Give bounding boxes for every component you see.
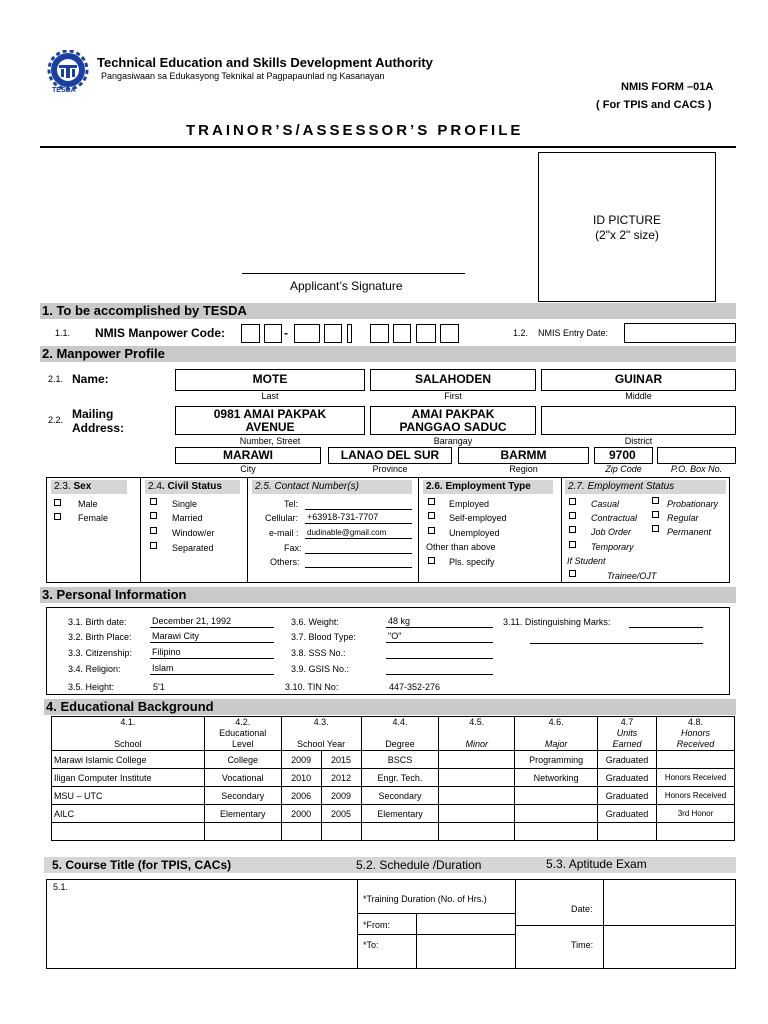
code-box-8[interactable] (416, 324, 436, 343)
district-field[interactable] (541, 406, 736, 435)
birthplace-field[interactable]: Marawi City (150, 631, 274, 643)
citizenship-field[interactable]: Filipino (150, 647, 274, 659)
pobox-field[interactable] (657, 447, 736, 464)
header-school: 4.1. School (52, 717, 205, 751)
email-label: e-mail : (269, 528, 299, 538)
self-employed-checkbox[interactable] (428, 512, 435, 519)
education-cell-degree[interactable]: BSCS (361, 751, 439, 769)
education-cell-level[interactable]: College (204, 751, 281, 769)
course-num: 5.1. (53, 882, 69, 892)
header-level: 4.2. Educational Level (204, 717, 281, 751)
birthdate-field[interactable]: December 21, 1992 (150, 616, 274, 628)
separated-label: Separated (172, 543, 214, 553)
code-box-7[interactable] (393, 324, 411, 343)
form-number: NMIS FORM –01A (621, 81, 714, 93)
education-cell-minor[interactable] (439, 823, 515, 841)
to-label: *To: (363, 940, 379, 950)
city-caption: City (240, 464, 256, 474)
gsis-label: 3.9. GSIS No.: (291, 664, 350, 674)
education-cell-units[interactable]: Graduated (598, 751, 657, 769)
permanent-label: Permanent (667, 527, 712, 537)
education-cell-school[interactable]: AILC (52, 805, 205, 823)
education-cell-y1[interactable]: 2009 (281, 751, 321, 769)
religion-label: 3.4. Religion: (68, 664, 121, 674)
to-field[interactable] (418, 935, 514, 968)
education-cell-y1[interactable]: 2010 (281, 769, 321, 787)
education-row (52, 805, 735, 823)
header-major: 4.6. Major (515, 717, 598, 751)
education-cell-school[interactable]: Iligan Computer Institute (52, 769, 205, 787)
specify-checkbox[interactable] (428, 557, 435, 564)
citizenship-label: 3.3. Citizenship: (68, 648, 133, 658)
mailing-label-1: Mailing (72, 407, 114, 421)
education-cell-school[interactable]: MSU – UTC (52, 787, 205, 805)
code-box-9[interactable] (440, 324, 459, 343)
education-cell-degree[interactable]: Secondary (361, 787, 439, 805)
weight-field[interactable]: 48 kg (386, 616, 493, 628)
region-caption: Region (509, 464, 538, 474)
casual-checkbox[interactable] (569, 498, 576, 505)
education-cell-major[interactable] (515, 823, 598, 841)
from-field[interactable] (418, 914, 514, 933)
contractual-checkbox[interactable] (569, 512, 576, 519)
education-cell-degree[interactable]: Engr. Tech. (361, 769, 439, 787)
gsis-field[interactable] (386, 663, 493, 675)
name-label: Name: (72, 372, 109, 386)
height-label: 3.5. Height: (68, 682, 115, 692)
civil-status-title (145, 480, 240, 494)
divider-civil (247, 477, 248, 583)
separated-checkbox[interactable] (150, 542, 157, 549)
course-title-label: 5. Course Title (for TPIS, CACs) (52, 858, 232, 872)
barangay-line-2: PANGGAO SADUC (399, 420, 507, 434)
temporary-label: Temporary (591, 542, 634, 552)
marks-field[interactable] (629, 616, 703, 628)
regular-label: Regular (667, 513, 699, 523)
pobox-caption: P.O. Box No. (670, 464, 723, 474)
tel-field[interactable] (305, 498, 412, 510)
tesda-logo-text: TESDA (52, 87, 76, 94)
education-cell-honors[interactable]: 3rd Honor (657, 805, 735, 823)
code-box-1[interactable] (241, 324, 260, 343)
education-table (51, 716, 735, 841)
if-student-label: If Student (567, 556, 606, 566)
street-caption: Number, Street (239, 436, 301, 446)
education-row (52, 751, 735, 769)
education-cell-y2[interactable] (321, 823, 361, 841)
civil-num: 2.4 (148, 481, 162, 492)
education-cell-minor[interactable] (439, 787, 515, 805)
education-cell-major[interactable]: Programming (515, 751, 598, 769)
blood-label: 3.7. Blood Type: (291, 632, 356, 642)
education-cell-major[interactable] (515, 787, 598, 805)
code-box-3[interactable] (294, 324, 320, 343)
field-num-1-1: 1.1. (55, 328, 71, 338)
date-field[interactable] (605, 880, 735, 924)
sex-title (51, 480, 127, 494)
field-num-2-1: 2.1. (48, 374, 64, 384)
education-cell-units[interactable] (598, 823, 657, 841)
education-cell-y2[interactable]: 2009 (321, 787, 361, 805)
education-cell-y1[interactable]: 2006 (281, 787, 321, 805)
education-cell-y1[interactable] (281, 823, 321, 841)
education-cell-major[interactable] (515, 805, 598, 823)
barangay-caption: Barangay (433, 436, 473, 446)
entry-date-label: NMIS Entry Date: (538, 328, 609, 338)
form-title: TRAINOR’S/ASSESSOR’S PROFILE (186, 122, 524, 139)
tel-label: Tel: (284, 499, 299, 509)
last-name-field[interactable]: MOTE (175, 369, 365, 391)
education-cell-degree[interactable] (361, 823, 439, 841)
street-line-2: AVENUE (245, 420, 295, 434)
schedule-inner-divider (416, 913, 417, 969)
code-box-2[interactable] (264, 324, 282, 343)
region-field[interactable]: BARMM (458, 447, 589, 464)
marks-label: 3.11. Distinguishing Marks: (503, 617, 611, 627)
mailing-label-2: Address: (72, 421, 125, 435)
header-units: 4.7 Units Earned (598, 717, 657, 751)
email-field[interactable]: dudinable@gmail.com (305, 527, 412, 539)
code-dash: - (284, 326, 288, 340)
code-box-4[interactable] (324, 324, 342, 343)
education-cell-level[interactable]: Secondary (204, 787, 281, 805)
education-cell-minor[interactable] (439, 751, 515, 769)
divider-employment (561, 477, 562, 583)
aptitude-divider (515, 879, 516, 969)
id-picture-box[interactable] (538, 152, 716, 302)
married-label: Married (172, 513, 203, 523)
education-cell-y1[interactable]: 2000 (281, 805, 321, 823)
trainee-checkbox[interactable] (569, 570, 576, 577)
probationary-checkbox[interactable] (652, 497, 659, 504)
education-row (52, 787, 735, 805)
header-honors: 4.8. Honors Received (657, 717, 735, 751)
aptitude-inner-divider (603, 879, 604, 969)
code-box-6[interactable] (370, 324, 389, 343)
others-field[interactable] (305, 556, 412, 568)
header-minor: 4.5. Minor (439, 717, 515, 751)
time-label: Time: (571, 940, 594, 950)
signature-label: Applicant’s Signature (290, 279, 403, 293)
temporary-checkbox[interactable] (569, 541, 576, 548)
unemployed-label: Unemployed (449, 528, 500, 538)
sex-num: 2.3. (54, 481, 71, 492)
sex-label: Sex (73, 481, 92, 492)
contact-title: 2.5. Contact Number(s) (252, 480, 412, 494)
tesda-logo (46, 50, 90, 96)
education-cell-honors[interactable] (657, 823, 735, 841)
specify-label: Pls. specify (449, 557, 495, 567)
barangay-line-1: AMAI PAKPAK (411, 407, 495, 421)
sss-field[interactable] (386, 647, 493, 659)
education-cell-degree[interactable]: Elementary (361, 805, 439, 823)
education-cell-units[interactable]: Graduated (598, 805, 657, 823)
education-cell-level[interactable]: Vocational (204, 769, 281, 787)
education-cell-minor[interactable] (439, 805, 515, 823)
education-cell-honors[interactable] (657, 751, 735, 769)
street-line-1: 0981 AMAI PAKPAK (213, 407, 327, 421)
street-field[interactable] (175, 406, 365, 435)
first-caption: First (444, 391, 462, 401)
self-employed-label: Self-employed (449, 513, 507, 523)
married-checkbox[interactable] (150, 512, 157, 519)
education-cell-honors[interactable]: Honors Received (657, 769, 735, 787)
education-cell-y2[interactable]: 2005 (321, 805, 361, 823)
education-cell-minor[interactable] (439, 769, 515, 787)
male-checkbox[interactable] (54, 499, 61, 506)
female-label: Female (78, 513, 109, 523)
middle-caption: Middle (625, 391, 652, 401)
widow-checkbox[interactable] (150, 527, 157, 534)
education-cell-level[interactable] (204, 823, 281, 841)
middle-name-field[interactable]: GUINAR (541, 369, 736, 391)
tin-label: 3.10. TIN No: (285, 682, 339, 692)
education-cell-school[interactable] (52, 823, 205, 841)
permanent-checkbox[interactable] (652, 525, 659, 532)
header-degree: 4.4. Degree (361, 717, 439, 751)
widow-label: Window/er (172, 528, 215, 538)
barangay-field[interactable] (370, 406, 536, 435)
divider-contact (418, 477, 419, 583)
female-checkbox[interactable] (54, 513, 61, 520)
province-field[interactable]: LANAO DEL SUR (328, 447, 452, 464)
code-box-5[interactable] (347, 324, 352, 343)
single-label: Single (172, 499, 198, 509)
employment-type-title: 2.6. Employment Type (423, 480, 553, 494)
education-header-row (52, 717, 735, 751)
religion-field[interactable]: Islam (150, 663, 274, 675)
contractual-label: Contractual (591, 513, 638, 523)
time-field[interactable] (605, 926, 735, 968)
casual-label: Casual (591, 499, 620, 509)
id-picture-label: ID PICTURE (592, 213, 661, 227)
form-for: ( For TPIS and CACS ) (596, 99, 712, 111)
weight-label: 3.6. Weight: (291, 617, 339, 627)
entry-date-field[interactable] (624, 323, 736, 343)
section-2-header: 2. Manpower Profile (40, 346, 736, 362)
cellular-field[interactable]: +63918-731-7707 (305, 512, 412, 524)
single-checkbox[interactable] (150, 498, 157, 505)
signature-line[interactable] (242, 273, 465, 274)
from-label: *From: (363, 920, 390, 930)
id-picture-size: (2"x 2" size) (595, 228, 659, 242)
agency-subtitle: Pangasiwaan sa Edukasyong Teknikal at Pagpapaunlad ng Kasanayan (101, 71, 385, 81)
blood-field[interactable]: "O" (386, 631, 493, 643)
section-1-header: 1. To be accomplished by TESDA (40, 303, 736, 319)
job-order-label: Job Order (591, 527, 632, 537)
job-order-checkbox[interactable] (569, 526, 576, 533)
education-cell-units[interactable]: Graduated (598, 769, 657, 787)
birthplace-label: 3.2. Birth Place: (68, 632, 132, 642)
city-field[interactable]: MARAWI (175, 447, 321, 464)
employment-status-title: 2.7. Employment Status (565, 480, 726, 494)
fax-label: Fax: (284, 543, 302, 553)
education-cell-y2[interactable]: 2012 (321, 769, 361, 787)
other-than-above-label: Other than above (426, 542, 496, 552)
education-cell-major[interactable]: Networking (515, 769, 598, 787)
zip-field[interactable]: 9700 (594, 447, 653, 464)
regular-checkbox[interactable] (652, 511, 659, 518)
education-cell-honors[interactable]: Honors Received (657, 787, 735, 805)
province-caption: Province (372, 464, 408, 474)
fax-field[interactable] (305, 542, 412, 554)
field-num-2-2: 2.2. (48, 415, 64, 425)
education-cell-y2[interactable]: 2015 (321, 751, 361, 769)
course-divider (357, 879, 358, 969)
section-4-header: 4. Educational Background (44, 699, 736, 715)
civil-label: . Civil Status (161, 481, 222, 492)
date-label: Date: (571, 904, 593, 914)
employed-checkbox[interactable] (428, 498, 435, 505)
section-3-header: 3. Personal Information (40, 587, 736, 603)
sss-label: 3.8. SSS No.: (291, 648, 346, 658)
last-caption: Last (261, 391, 279, 401)
marks-field-2[interactable] (530, 632, 703, 644)
trainee-label: Trainee/OJT (607, 571, 657, 581)
employed-label: Employed (449, 499, 490, 509)
education-row (52, 769, 735, 787)
education-cell-units[interactable]: Graduated (598, 787, 657, 805)
title-rule (40, 146, 736, 148)
agency-name: Technical Education and Skills Development Authority (97, 55, 433, 70)
schedule-label: 5.2. Schedule /Duration (356, 858, 482, 872)
course-title-field[interactable] (50, 894, 352, 966)
tin-field[interactable]: 447-352-276 (389, 682, 441, 692)
header-year: 4.3. School Year (281, 717, 361, 751)
district-caption: District (624, 436, 653, 446)
zip-caption: Zip Code (605, 464, 642, 474)
education-cell-school[interactable]: Marawi Islamic College (52, 751, 205, 769)
field-num-1-2: 1.2. (513, 328, 529, 338)
others-label: Others: (270, 557, 300, 567)
male-label: Male (78, 499, 98, 509)
probationary-label: Probationary (667, 499, 719, 509)
cellular-label: Cellular: (265, 513, 299, 523)
birthdate-label: 3.1. Birth date: (68, 617, 127, 627)
education-row (52, 823, 735, 841)
height-field[interactable]: 5'1 (153, 682, 165, 692)
education-rows (52, 751, 735, 841)
education-cell-level[interactable]: Elementary (204, 805, 281, 823)
first-name-field[interactable]: SALAHODEN (370, 369, 536, 391)
training-duration-label: *Training Duration (No. of Hrs.) (363, 894, 487, 904)
manpower-code-label: NMIS Manpower Code: (95, 326, 226, 340)
unemployed-checkbox[interactable] (428, 527, 435, 534)
aptitude-label: 5.3. Aptitude Exam (546, 857, 647, 871)
divider-sex (140, 477, 141, 583)
